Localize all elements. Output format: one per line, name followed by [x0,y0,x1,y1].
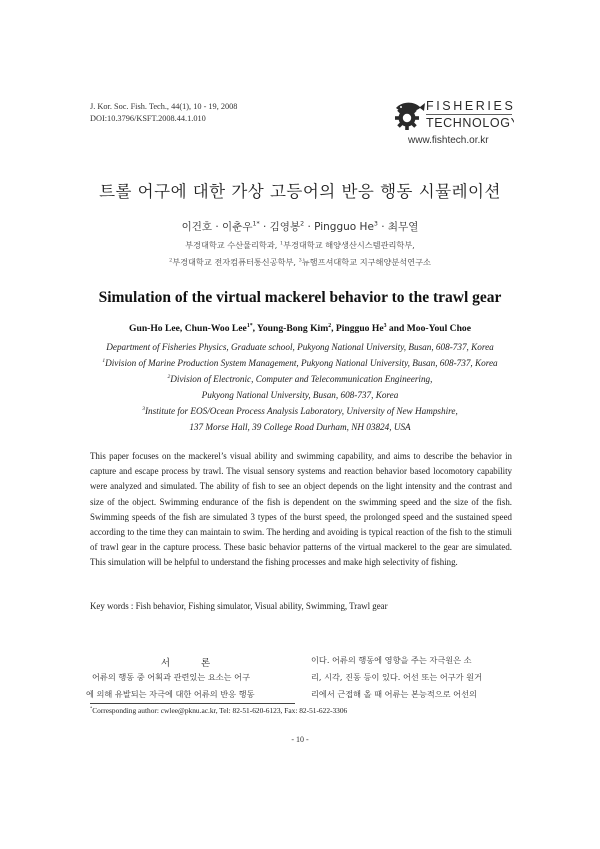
en-aff-text: Institute for EOS/Ocean Process Analysis Laboratory, University of New Hampshire, [144,406,458,416]
en-author: and Moo-Youl Choe [386,323,471,334]
en-aff-text: Division of Electronic, Computer and Telecommunication Engineering, [170,374,433,384]
section-heading-introduction: 서 론 [160,658,225,669]
kr-aff-text: 부경대학교 전자컴퓨터통신공학부, [172,257,299,267]
footnote-text: Corresponding author: cwlee@pknu.ac.kr, Tel: 82-51-620-6123, Fax: 82-51-622-3306 [92,706,348,715]
en-aff-text: Division of Marine Production System Management, Pukyong National University, Busan, 608-737, Korea [105,358,498,368]
kr-aff-text: 부경대학교 해양생산시스템관리학부, [283,240,415,250]
kr-aff-text: 뉴햄프셔대학교 지구해양분석연구소 [301,257,431,267]
kr-aff-text: 부경대학교 수산물리학과, [185,240,280,250]
kr-aff-sup: 2 [169,257,173,264]
keywords: Key words : Fish behavior, Fishing simulator, Visual ability, Swimming, Trawl gear [90,601,388,611]
journal-citation [90,101,237,125]
kr-aff-sup: 3 [298,257,302,264]
page-number: - 10 - [291,735,309,744]
body-line: 리에서 근접해 올 때 어류는 본능적으로 어선의 [311,689,477,699]
kr-author-sup: 1* [252,220,260,228]
kr-author-text: · Pingguo He [304,221,374,233]
english-affiliation-2a [0,374,600,384]
en-aff-sup: 2 [167,373,171,380]
korean-affiliation-line2 [0,257,600,268]
english-authors [0,323,600,334]
english-affiliation-0: Department of Fisheries Physics, Graduate school, Pukyong National University, Busan, 608-737, Korea [106,342,494,352]
right-column [311,652,523,703]
journal-volume-line: J. Kor. Soc. Fish. Tech., 44(1), 10 - 19, 2008 [90,102,238,111]
body-line: 어류의 행동 중 어획과 관련있는 요소는 어구 [92,672,250,682]
footnote-rule [90,703,295,704]
kr-author-sup: 2 [300,220,305,228]
abstract-paragraph: This paper focuses on the mackerel’s visual ability and swimming capability, and aims to describe the behavior in capture and escape process by trawl. The visual sensory systems and reaction behavior based locomotory capability were analyzed and simulated. The ability of fish to see an object depends on the light intensity and the contrast and size of the object. Swimming endurance of the fish is dependent on the swimming speed and the size of the fish. Swimming speeds of the fish are simulated 3 types of the burst speed, the prolonged speed and the sustained speed according to the time they can maintain to swim. The herding and avoiding is typical reaction of the fish to the stimuli of trawl gear in the capture process. These basic behavior patterns of the virtual mackerel to the gear are simulated. This simulation will be helpful to understand the fishing processes and make high selectivity of fishing. [90,451,512,568]
en-author-sup: 2 [328,322,332,329]
en-aff-sup: 3 [142,405,145,412]
korean-authors [0,219,600,234]
en-author-sup: 3 [383,322,387,329]
body-line: 에 의해 유발되는 자극에 대한 어류의 반응 행동 [86,689,255,699]
korean-title: 트롤 어구에 대한 가상 고등어의 반응 행동 시뮬레이션 [99,182,501,201]
english-affiliation-2b: Pukyong National University, Busan, 608-737, Korea [201,390,399,400]
kr-author-text: 이건호 · 이춘우 [181,221,253,233]
english-title: Simulation of the virtual mackerel behavior to the trawl gear [98,289,502,306]
en-author: , Young-Bong Kim [252,323,329,334]
english-affiliation-1 [0,358,600,368]
body-line: 이다. 어류의 행동에 영향을 주는 자극원은 소 [311,655,472,665]
en-author: , Pingguo He [331,323,384,334]
kr-author-text: · 최무열 [377,221,419,233]
fish-gear-logo-icon [392,96,514,132]
english-affiliation-3a [0,406,600,416]
logo-text-line1: FISHERIES [426,99,514,113]
fisheries-technology-logo [392,96,514,132]
left-column [86,652,298,703]
en-author-sup: 1* [246,322,253,329]
journal-website[interactable]: www.fishtech.or.kr [408,135,489,146]
kr-aff-sup: 1 [279,240,284,247]
doi-line: DOI:10.3796/KSFT.2008.44.1.010 [90,114,206,123]
korean-affiliation-line1 [0,240,600,251]
logo-text-line2: TECHNOLOGY [426,116,514,130]
en-author: Gun-Ho Lee, [129,323,185,334]
footnote-star: * [90,705,93,711]
corresponding-author-footnote [90,706,347,715]
english-affiliation-3b: 137 Morse Hall, 39 College Road Durham, NH 03824, USA [189,422,411,432]
body-line: 리, 시각, 진동 등이 있다. 어선 또는 어구가 원거 [311,672,482,682]
en-author: Chun-Woo Lee [184,323,247,334]
kr-author-sup: 3 [373,220,378,228]
kr-author-text: · 김영봉 [259,221,301,233]
en-aff-sup: 1 [102,357,106,364]
